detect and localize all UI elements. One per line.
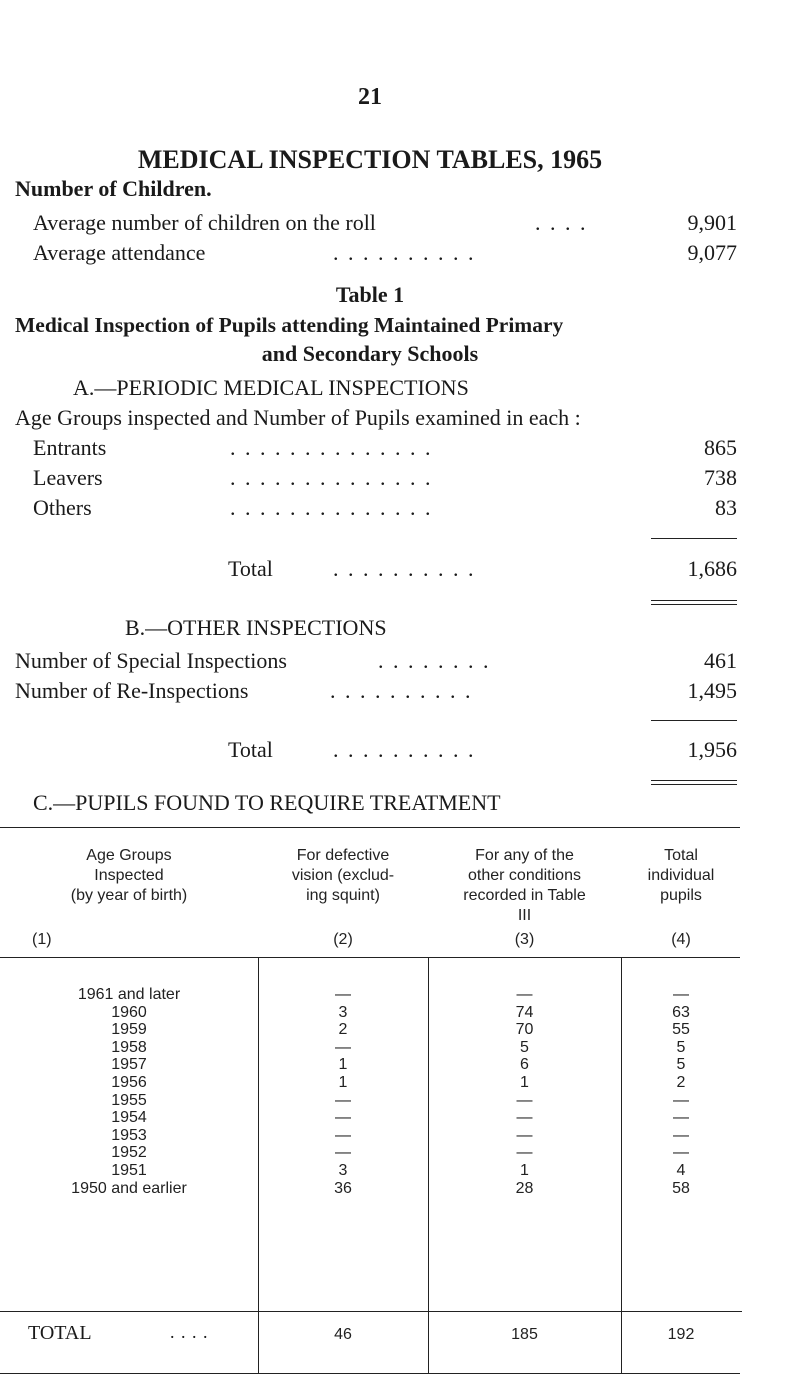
section-c-heading: C.—PUPILS FOUND TO REQUIRE TREATMENT — [33, 790, 501, 815]
children-row-attendance-value: 9,077 — [687, 240, 737, 265]
total-pupils-column — [621, 986, 741, 1197]
children-row-roll-dots: . . . . — [535, 210, 588, 235]
table-row-age: 1957 — [111, 1056, 147, 1074]
table-row-age: 1952 — [111, 1144, 147, 1162]
table-cell-other: — — [516, 1109, 533, 1127]
section-a-total-double-rule — [651, 600, 737, 605]
table1-subtitle-line2: and Secondary Schools — [261, 341, 479, 366]
section-b-heading: B.—OTHER INSPECTIONS — [125, 615, 387, 640]
table-row-age: 1958 — [111, 1038, 147, 1056]
table-cell-total: 5 — [676, 1056, 686, 1074]
children-row-roll-value: 9,901 — [687, 210, 737, 235]
total-row-total: 192 — [667, 1326, 695, 1343]
vision-column — [258, 986, 428, 1197]
table-cell-vision: — — [335, 1126, 351, 1144]
col-header-defective-vision: For defective vision (exclud- ing squint) — [291, 847, 395, 904]
table-cell-vision: — — [335, 1038, 351, 1056]
section-a-entrants-label: Entrants — [33, 435, 107, 460]
section-b-reinspections-label: Number of Re-Inspections — [15, 678, 249, 703]
table-cell-vision: — — [335, 1144, 351, 1162]
section-b-special-label: Number of Special Inspections — [15, 648, 287, 673]
table-header-rule — [0, 957, 740, 958]
table-cell-vision: 3 — [338, 1161, 348, 1179]
table-cell-total: 55 — [672, 1021, 690, 1039]
table-cell-vision: — — [335, 1109, 351, 1127]
table-cell-total: 5 — [676, 1038, 686, 1056]
table-cell-total: — — [673, 1109, 689, 1127]
table1-title: Table 1 — [335, 282, 405, 307]
table-cell-total: 2 — [676, 1073, 686, 1091]
table-cell-other: 5 — [520, 1038, 529, 1056]
children-row-attendance-label: Average attendance — [33, 240, 206, 265]
table-cell-other: 1 — [520, 1073, 529, 1091]
table-cell-total: — — [673, 1091, 689, 1109]
section-b-special-dots: . . . . . . . . — [378, 648, 491, 673]
table-row-age: 1955 — [111, 1091, 147, 1109]
section-b-reinspections-value: 1,495 — [687, 678, 737, 703]
table-cell-total: — — [673, 1126, 689, 1144]
col-number-1: (1) — [32, 931, 52, 948]
table-cell-other: 74 — [515, 1003, 534, 1021]
table-cell-total: 58 — [672, 1179, 690, 1197]
table-cell-other: 70 — [515, 1021, 534, 1039]
section-a-others-dots: . . . . . . . . . . . . . . — [230, 495, 433, 520]
section-b-reinspections-dots: . . . . . . . . . . — [330, 678, 473, 703]
col-number-2: (2) — [333, 931, 353, 948]
section-a-total-label: Total — [228, 556, 273, 581]
children-heading: Number of Children. — [15, 176, 212, 201]
section-a-heading: A.—PERIODIC MEDICAL INSPECTIONS — [73, 375, 469, 400]
section-a-total-value: 1,686 — [687, 556, 737, 581]
table-total-rule — [0, 1311, 742, 1312]
table-cell-vision: — — [335, 1091, 351, 1109]
section-b-sum-rule — [651, 720, 737, 721]
table-cell-vision: 1 — [338, 1056, 348, 1074]
table-row-age: 1956 — [111, 1073, 147, 1091]
total-row-other: 185 — [511, 1326, 538, 1343]
table-row-age: 1953 — [111, 1126, 147, 1144]
section-a-sum-rule — [651, 538, 737, 539]
table-cell-other: 1 — [520, 1161, 529, 1179]
total-row-vision: 46 — [334, 1326, 352, 1343]
section-b-total-double-rule — [651, 780, 737, 785]
table-cell-vision: 2 — [338, 1021, 348, 1039]
age-group-column — [0, 986, 258, 1197]
table-row-age: 1954 — [111, 1109, 147, 1127]
table-cell-other: — — [516, 1126, 533, 1144]
section-a-leavers-dots: . . . . . . . . . . . . . . — [230, 465, 433, 490]
page-number: 21 — [358, 84, 382, 110]
section-b-total-label: Total — [228, 737, 273, 762]
table-cell-vision: 1 — [338, 1073, 348, 1091]
section-a-total-dots: . . . . . . . . . . — [333, 556, 476, 581]
section-a-leavers-label: Leavers — [33, 465, 103, 490]
total-row-label: TOTAL — [28, 1322, 92, 1344]
table-cell-other: — — [516, 1144, 533, 1162]
table-cell-other: — — [516, 1091, 533, 1109]
table-cell-total: 4 — [676, 1161, 686, 1179]
col-number-4: (4) — [671, 931, 691, 948]
table-row-age: 1959 — [111, 1021, 147, 1039]
children-row-attendance-dots: . . . . . . . . . . — [333, 240, 476, 265]
col-header-age-groups: Age Groups Inspected (by year of birth) — [70, 847, 188, 904]
table-row-age: 1961 and later — [77, 986, 181, 1003]
section-a-entrants-dots: . . . . . . . . . . . . . . — [230, 435, 433, 460]
section-a-others-label: Others — [33, 495, 92, 520]
table-row-age: 1950 and earlier — [71, 1179, 187, 1197]
table-top-rule — [0, 827, 740, 828]
table-bottom-rule — [0, 1373, 740, 1374]
table-cell-other: — — [516, 986, 533, 1003]
section-b-total-value: 1,956 — [687, 737, 737, 762]
table-cell-other: 6 — [520, 1056, 529, 1074]
section-a-intro: Age Groups inspected and Number of Pupils examined in each : — [15, 405, 581, 430]
table-cell-vision: 36 — [334, 1179, 352, 1197]
section-a-leavers-value: 738 — [704, 465, 737, 490]
section-a-others-value: 83 — [715, 495, 737, 520]
table-row-age: 1951 — [111, 1161, 147, 1179]
section-b-special-value: 461 — [704, 648, 737, 673]
children-row-roll-label: Average number of children on the roll — [33, 210, 376, 235]
table-cell-total: — — [673, 986, 689, 1003]
table1-subtitle-line1: Medical Inspection of Pupils attending Maintained Primary — [15, 313, 564, 337]
col-header-other-conditions: For any of the other conditions recorded in Table III — [463, 847, 586, 924]
table-cell-total: — — [673, 1144, 689, 1162]
section-b-total-dots: . . . . . . . . . . — [333, 737, 476, 762]
table-cell-vision: — — [335, 986, 351, 1003]
table-cell-vision: 3 — [338, 1003, 348, 1021]
page-title: MEDICAL INSPECTION TABLES, 1965 — [137, 145, 603, 174]
table-cell-total: 63 — [672, 1003, 690, 1021]
other-conditions-column — [428, 986, 621, 1197]
total-row-dots: . . . . — [170, 1322, 209, 1342]
table-row-age: 1960 — [111, 1003, 147, 1021]
col-number-3: (3) — [514, 931, 535, 948]
col-header-total-individual: Total individual pupils — [647, 847, 715, 904]
section-a-entrants-value: 865 — [704, 435, 737, 460]
table-cell-other: 28 — [515, 1179, 534, 1197]
